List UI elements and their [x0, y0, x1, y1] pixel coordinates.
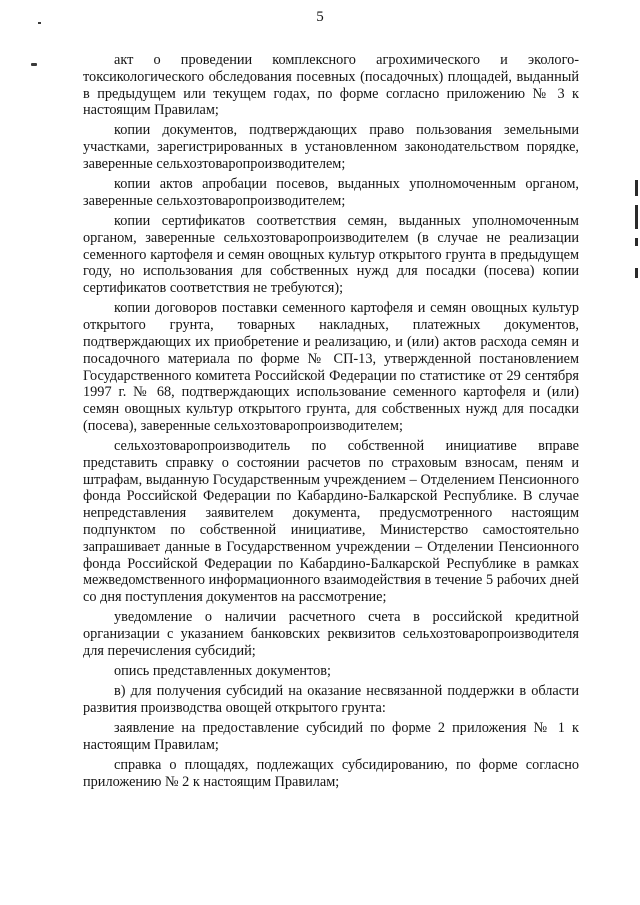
- scan-artifact-mark: [31, 63, 37, 66]
- scan-edge-mark: [635, 268, 638, 278]
- paragraph-application-form: заявление на предоставление субсидий по форме 2 приложения № 1 к настоящим Правилам;: [83, 719, 579, 753]
- paragraph-seed-certificates: копии сертификатов соответствия семян, выданных уполномоченным органом, заверенные сельхозтоваропроизводителем (в случае не реализации семенного картофеля и семян овощных культур открытого грунта в предыдущем году, но использования для собственных нужд для посадки (посева) копии сертификатов соответствия не требуются);: [83, 213, 579, 297]
- paragraph-supply-contracts: копии договоров поставки семенного картофеля и семян овощных культур открытого грунта, товарных накладных, платежных документов, подтверждающих их приобретение и реализацию, и (или) актов расхода семян и посадочного материала по форме № СП-13, утвержденной постановлением Государственного комитета Российской Федерации по статистике от 29 сентября 1997 г. № 68, подтверждающих использование семенного картофеля и (или) семян овощных культур открытого грунта, для собственных нужд для посадки (посева), заверенные сельхозтоваропроизводителем;: [83, 300, 579, 434]
- paragraph-land-rights: копии документов, подтверждающих право пользования земельными участками, зарегистрированных в установленном законодательством порядке, заверенные сельхозтоваропроизводителем;: [83, 122, 579, 173]
- paragraph-agrochemical-act: акт о проведении комплексного агрохимического и эколого-токсикологического обследования посевных (посадочных) площадей, выданный в предыдущем или текущем годах, по форме согласно приложению № 3 к настоящим Правилам;: [83, 52, 579, 119]
- paragraph-pension-fund-certificate: сельхозтоваропроизводитель по собственной инициативе вправе представить справку о состоянии расчетов по страховым взносам, пеням и штрафам, выданную Государственным учреждением – Отделением Пенсионного фонда Российской Федерации по Кабардино-Балкарской Республике. В случае непредставления заявителем документа, предусмотренного настоящим подпунктом по собственной инициативе, Министерство самостоятельно запрашивает данные в Государственном учреждении – Отделении Пенсионного фонда Российской Федерации по Кабардино-Балкарской Республике в рамках межведомственного информационного взаимодействия в течение 5 рабочих дней со дня поступления документов на рассмотрение;: [83, 438, 579, 606]
- paragraph-bank-account-notice: уведомление о наличии расчетного счета в российской кредитной организации с указанием банковских реквизитов сельхозтоваропроизводителя для перечисления субсидий;: [83, 609, 579, 659]
- paragraph-document-inventory: опись представленных документов;: [114, 662, 332, 679]
- paragraph-area-certificate: справка о площадях, подлежащих субсидированию, по форме согласно приложению № 2 к настоящим Правилам;: [83, 756, 579, 790]
- page-number: 5: [316, 9, 324, 25]
- scan-edge-mark: [635, 205, 638, 229]
- document-body: [83, 52, 579, 794]
- scan-artifact-mark: [38, 22, 41, 24]
- paragraph-subsidy-section-v: в) для получения субсидий на оказание несвязанной поддержки в области развития производства овощей открытого грунта:: [83, 683, 579, 716]
- scan-edge-mark: [635, 238, 638, 246]
- paragraph-approbation-acts: копии актов апробации посевов, выданных уполномоченным органом, заверенные сельхозтоваропроизводителем;: [83, 176, 579, 209]
- scan-edge-mark: [635, 180, 638, 196]
